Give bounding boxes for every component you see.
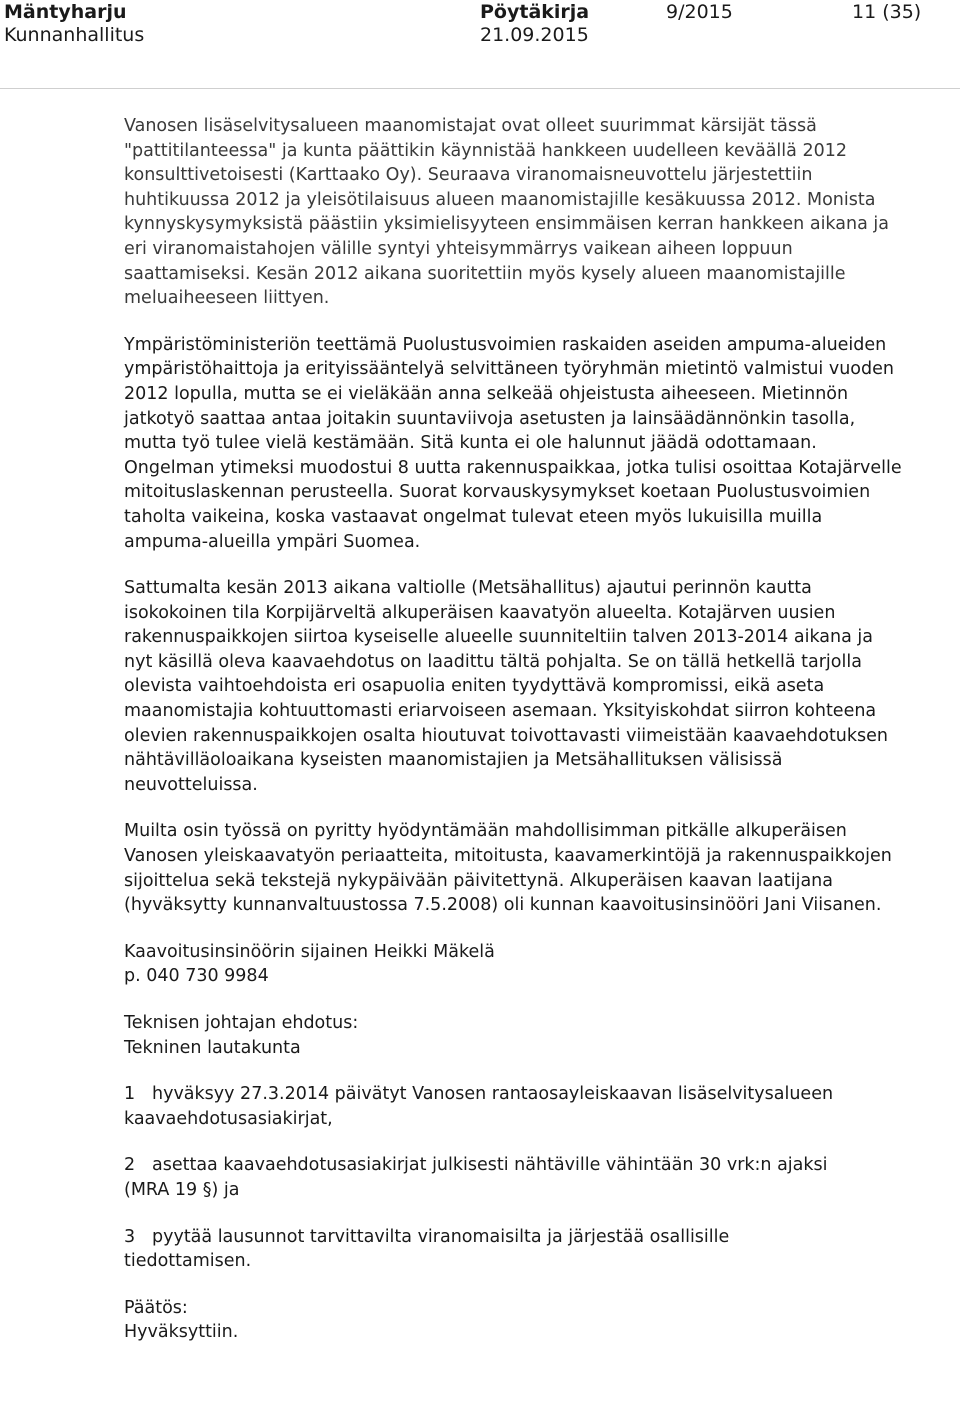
proposal-committee: Tekninen lautakunta bbox=[124, 1037, 301, 1058]
minutes-number: 9/2015 bbox=[666, 1, 733, 23]
item-text: asettaa kaavaehdotusasiakirjat julkisesti nähtäville vähintään 30 vrk:n ajaksi bbox=[152, 1155, 828, 1176]
paragraph-3: Sattumalta kesän 2013 aikana valtiolle (Metsähallitus) ajautui perinnön kautta isokokoinen tila Korpijärveltä alkuperäisen kaavatyön alueelta. Kotajärven uusien rakennuspaikkojen siirtoa kyseiselle alueelle suunniteltiin talven 2013-2014 aikana ja nyt käsillä oleva kaavaehdotus on laadittu tältä pohjalta. Se on tällä hetkellä tarjolla olevista vaihtoehdoista eri osapuolia eniten tyydyttävä kompromissi, eikä aseta maanomistajia kohtuuttomasti eriarvoiseen asemaan. Yksityiskohdat siirron kohteena olevien rakennuspaikkojen osalta hioutuvat toivottavasti viimeistään kaavaehdotuksen nähtävilläoloaikana kyseisten maanomistajien ja Metsähallituksen välisissä neuvotteluissa. bbox=[124, 578, 889, 795]
list-item bbox=[124, 1082, 904, 1131]
contact-name: Kaavoitusinsinöörin sijainen Heikki Mäkelä bbox=[124, 941, 495, 962]
item-text-continued: kaavaehdotusasiakirjat, bbox=[124, 1108, 333, 1129]
decision-label: Päätös: bbox=[124, 1297, 188, 1318]
list-item bbox=[124, 1153, 904, 1202]
list-item bbox=[124, 1225, 904, 1274]
item-number: 1 bbox=[124, 1084, 136, 1105]
decision-block bbox=[124, 1296, 904, 1345]
item-text-continued: (MRA 19 §) ja bbox=[124, 1179, 240, 1200]
document-header bbox=[0, 0, 960, 89]
document-type: Pöytäkirja bbox=[480, 1, 590, 23]
contact-phone: p. 040 730 9984 bbox=[124, 966, 269, 987]
meeting-date: 21.09.2015 bbox=[480, 24, 589, 46]
document-body bbox=[124, 114, 904, 1367]
proposal-block bbox=[124, 1011, 904, 1060]
item-text: hyväksyy 27.3.2014 päivätyt Vanosen rantaosayleiskaavan lisäselvitysalueen bbox=[152, 1084, 834, 1105]
item-text: pyytää lausunnot tarvittavilta viranomaisilta ja järjestää osallisille bbox=[152, 1226, 730, 1247]
municipality-name: Mäntyharju bbox=[4, 1, 127, 23]
decision-text: Hyväksyttiin. bbox=[124, 1322, 239, 1343]
item-number: 2 bbox=[124, 1155, 136, 1176]
paragraph-4: Muilta osin työssä on pyritty hyödyntämään mahdollisimman pitkälle alkuperäisen Vanosen yleiskaavatyön periaatteita, mitoitusta, kaavamerkintöjä ja rakennuspaikkojen sijoittelua sekä tekstejä nykypäivään päivitettynä. Alkuperäisen kaavan laatijana (hyväksytty kunnanvaltuustossa 7.5.2008) oli kunnan kaavoitusinsinööri Jani Viisanen. bbox=[124, 821, 892, 916]
page-number: 11 (35) bbox=[852, 1, 922, 23]
paragraph-1: Vanosen lisäselvitysalueen maanomistajat ovat olleet suurimmat kärsijät tässä "pattitilanteessa" ja kunta päättikin käynnistää hankkeen uudelleen keväällä 2012 konsulttivetoisesti (Karttaako Oy). Seuraava viranomaisneuvottelu järjestettiin huhtikuussa 2012 ja yleisötilaisuus alueen maanomistajille kesäkuussa 2012. Monista kynnyskysymyksistä päästiin yksimielisyyteen ensimmäisen kerran hankkeen aikana ja eri viranomaistahojen välille syntyi yhteisymmärrys vaikean aiheen loppuun saattamiseksi. Kesän 2012 aikana suoritettiin myös kysely alueen maanomistajille meluaiheeseen liittyen. bbox=[124, 116, 889, 309]
paragraph-2: Ympäristöministeriön teettämä Puolustusvoimien raskaiden aseiden ampuma-alueiden ympäristöhaittoja ja erityissääntelyä selvittäneen työryhmän mietintö valmistui vuoden 2012 lopulla, mutta se ei vieläkään anna selkeää ohjeistusta aiheeseen. Mietinnön jatkotyö saattaa antaa joitakin suuntaviivoja asetusten ja lainsäädännönkin tasolla, mutta työ tulee vielä kestämään. Sitä kunta ei ole halunnut jäädä odottamaan. Ongelman ytimeksi muodostui 8 uutta rakennuspaikkaa, jotka tulisi osoittaa Kotajärvelle mitoituslaskennan perusteella. Suorat korvauskysymykset koetaan Puolustusvoimien taholta vaikeina, koska vastaavat ongelmat tulevat eteen myös lukuisilla muilla ampuma-alueilla ympäri Suomea. bbox=[124, 334, 902, 552]
item-text-continued: tiedottamisen. bbox=[124, 1251, 252, 1272]
proposal-label: Teknisen johtajan ehdotus: bbox=[124, 1013, 359, 1033]
item-number: 3 bbox=[124, 1226, 136, 1247]
contact-block bbox=[124, 940, 904, 989]
body-name: Kunnanhallitus bbox=[4, 24, 145, 46]
